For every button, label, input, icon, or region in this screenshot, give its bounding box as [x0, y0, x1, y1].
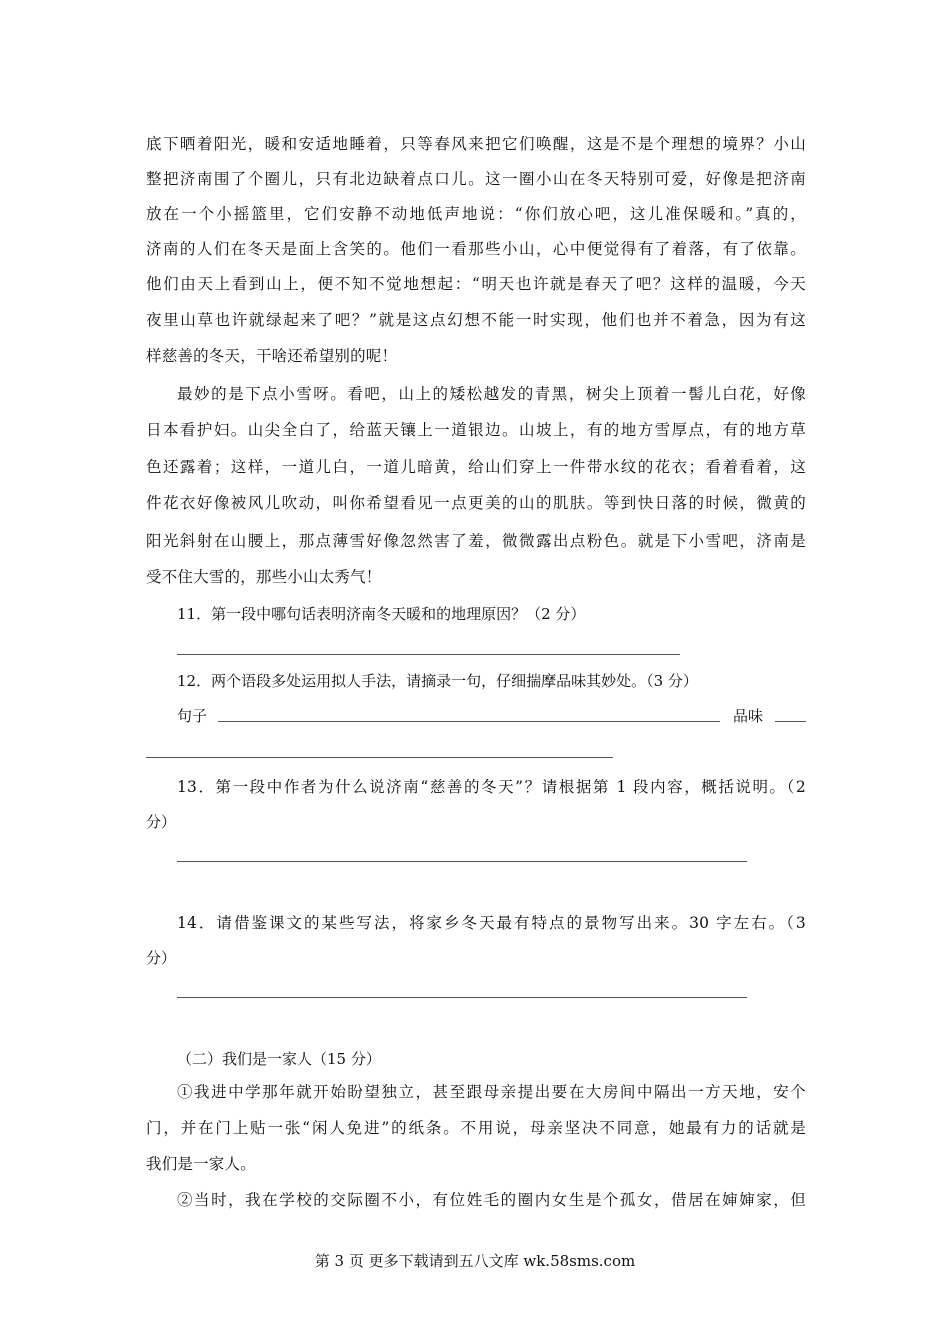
answer-line-11[interactable] [177, 654, 680, 655]
question-11: 11．第一段中哪句话表明济南冬天暖和的地理原因？（2 分） [177, 605, 586, 623]
section-heading: （二）我们是一家人（15 分） [177, 1050, 381, 1068]
passage-line: 日本看护妇。山尖全白了，给蓝天镶上一道银边。山坡上，有的地方雪厚点，有的地方草 [146, 421, 806, 439]
page-footer: 第 3 页 更多下载请到五八文库 wk.58sms.com [314, 1252, 636, 1270]
passage-line: 他们由天上看到山上，便不知不觉地想起：“明天也许就是春天了吧？这样的温暖，今天 [146, 275, 806, 293]
passage-line: 济南的人们在冬天是面上含笑的。他们一看那些小山，心中便觉得有了着落，有了依靠。 [146, 240, 806, 258]
question-14: 14．请借鉴课文的某些写法，将家乡冬天最有特点的景物写出来。30 字左右。（3 [177, 914, 806, 932]
question-14-cont: 分） [146, 949, 177, 967]
passage-line: 最妙的是下点小雪呀。看吧，山上的矮松越发的青黑，树尖上顶着一髻儿白花，好像 [177, 385, 806, 403]
passage-line: ①我进中学那年就开始盼望独立，甚至跟母亲提出要在大房间中隔出一方天地，安个 [177, 1083, 806, 1101]
passage-line: 受不住大雪的，那些小山太秀气！ [146, 568, 382, 586]
question-12: 12．两个语段多处运用拟人手法，请摘录一句，仔细揣摩品味其妙处。（3 分） [177, 672, 698, 690]
q12-taste-label: 品味 [733, 707, 764, 725]
answer-line-12-taste-cont[interactable] [146, 757, 613, 758]
answer-line-12-sentence[interactable] [218, 721, 720, 722]
passage-line: 门，并在门上贴一张“闲人免进”的纸条。不用说，母亲坚决不同意，她最有力的话就是 [146, 1119, 806, 1137]
question-13-cont: 分） [146, 813, 177, 831]
question-13: 13．第一段中作者为什么说济南“慈善的冬天”？请根据第 1 段内容，概括说明。（2 [177, 778, 806, 796]
passage-line: ②当时，我在学校的交际圈不小，有位姓毛的圈内女生是个孤女，借居在婶婶家，但 [177, 1191, 806, 1209]
q12-sentence-label: 句子 [177, 707, 208, 725]
answer-line-13[interactable] [177, 861, 747, 862]
answer-line-14[interactable] [177, 997, 747, 998]
passage-line: 夜里山草也许就绿起来了吧？”就是这点幻想不能一时实现，他们也并不着急，因为有这 [146, 311, 806, 329]
passage-line: 放在一个小摇篮里，它们安静不动地低声地说：“你们放心吧，这儿准保暖和。”真的， [146, 205, 806, 223]
passage-line: 整把济南围了个圈儿，只有北边缺着点口儿。这一圈小山在冬天特别可爱，好像是把济南 [146, 170, 806, 188]
passage-line: 件花衣好像被风儿吹动，叫你希望看见一点更美的山的肌肤。等到快日落的时候，微黄的 [146, 494, 806, 512]
passage-line: 阳光斜射在山腰上，那点薄雪好像忽然害了羞，微微露出点粉色。就是下小雪吧，济南是 [146, 532, 806, 550]
answer-line-12-taste[interactable] [775, 721, 806, 722]
passage-line: 我们是一家人。 [146, 1155, 256, 1173]
passage-line: 色还露着；这样，一道儿白，一道儿暗黄，给山们穿上一件带水纹的花衣；看着看着，这 [146, 458, 806, 476]
passage-line: 样慈善的冬天，干啥还希望别的呢！ [146, 347, 398, 365]
passage-line: 底下晒着阳光，暖和安适地睡着，只等春风来把它们唤醒，这是不是个理想的境界？小山 [146, 135, 806, 153]
